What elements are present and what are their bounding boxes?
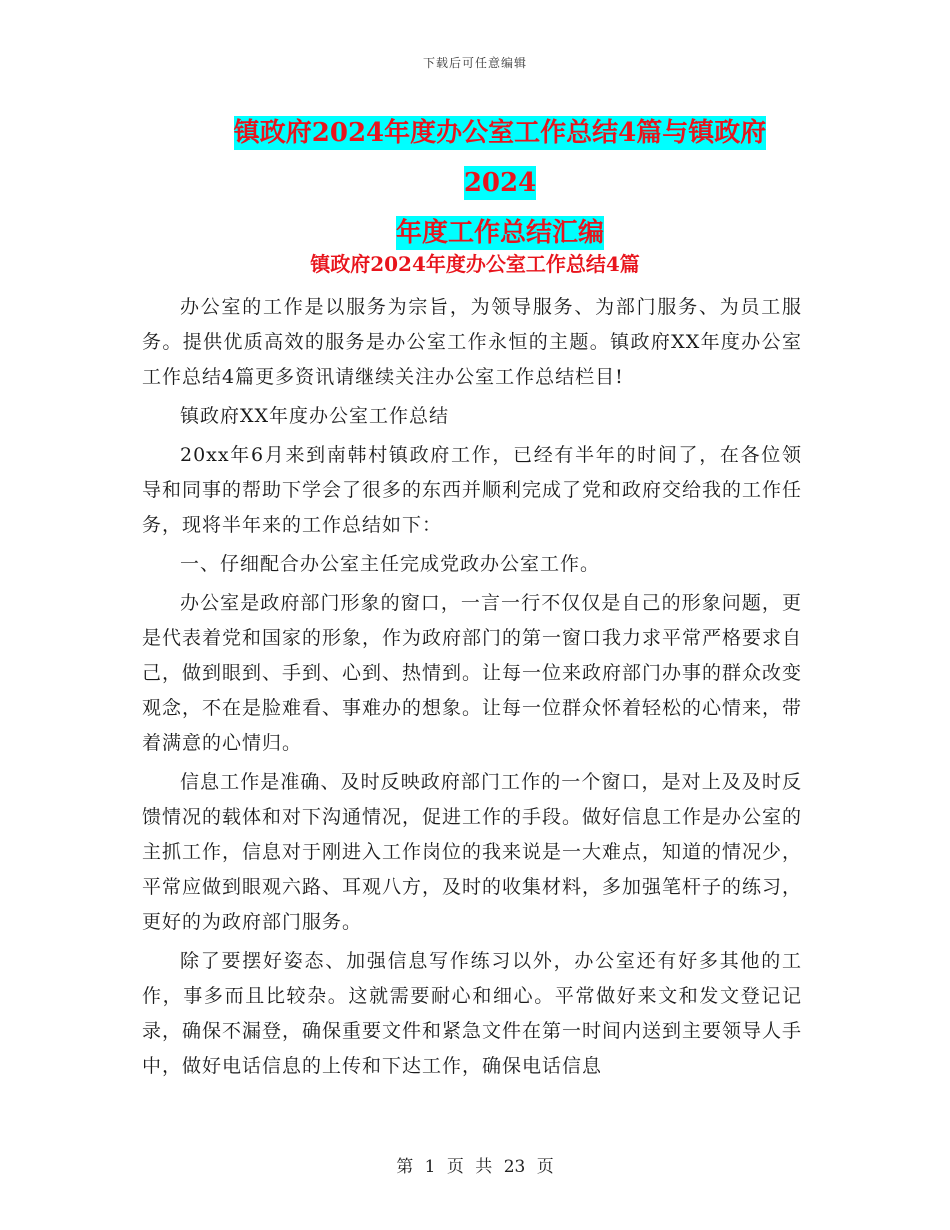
paragraph: 20xx年6月来到南韩村镇政府工作，已经有半年的时间了，在各位领导和同事的帮助下学会了很多的东西并顺利完成了党和政府交给我的工作任务，现将半年来的工作总结如下：	[142, 444, 803, 536]
document-title	[200, 108, 800, 258]
page-footer: 第 1 页 共 23 页	[396, 1157, 554, 1177]
paragraph: 镇政府XX年度办公室工作总结	[180, 405, 450, 427]
paragraph: 办公室是政府部门形象的窗口，一言一行不仅仅是自己的形象问题，更是代表着党和国家的形象，作为政府部门的第一窗口我力求平常严格要求自己，做到眼到、手到、心到、热情到。让每一位来政府部门办事的群众改变观念，不在是脸难看、事难办的想象。让每一位群众怀着轻松的心情来，带着满意的心情归。	[142, 592, 803, 754]
section-title: 镇政府2024年度办公室工作总结4篇	[310, 252, 640, 276]
paragraph: 除了要摆好姿态、加强信息写作练习以外，办公室还有好多其他的工作，事多而且比较杂。这就需要耐心和细心。平常做好来文和发文登记记录，确保不漏登，确保重要文件和紧急文件在第一时间内送到主要领导人手中，做好电话信息的上传和下达工作，确保电话信息	[142, 950, 803, 1077]
header-note: 下载后可任意编辑	[422, 56, 527, 70]
title-line-1: 镇政府2024年度办公室工作总结4篇与镇政府2024	[233, 118, 767, 198]
document-body	[142, 290, 802, 1088]
paragraph: 信息工作是准确、及时反映政府部门工作的一个窗口，是对上及及时反馈情况的载体和对下沟通情况，促进工作的手段。做好信息工作是办公室的主抓工作，信息对于刚进入工作岗位的我来说是一大难点，知道的情况少，平常应做到眼观六路、耳观八方，及时的收集材料，多加强笔杆子的练习，更好的为政府部门服务。	[142, 771, 803, 933]
paragraph: 办公室的工作是以服务为宗旨，为领导服务、为部门服务、为员工服务。提供优质高效的服务是办公室工作永恒的主题。镇政府XX年度办公室工作总结4篇更多资讯请继续关注办公室工作总结栏目!	[142, 296, 802, 388]
paragraph: 一、仔细配合办公室主任完成党政办公室工作。	[180, 553, 601, 575]
title-line-2: 年度工作总结汇编	[395, 218, 604, 248]
